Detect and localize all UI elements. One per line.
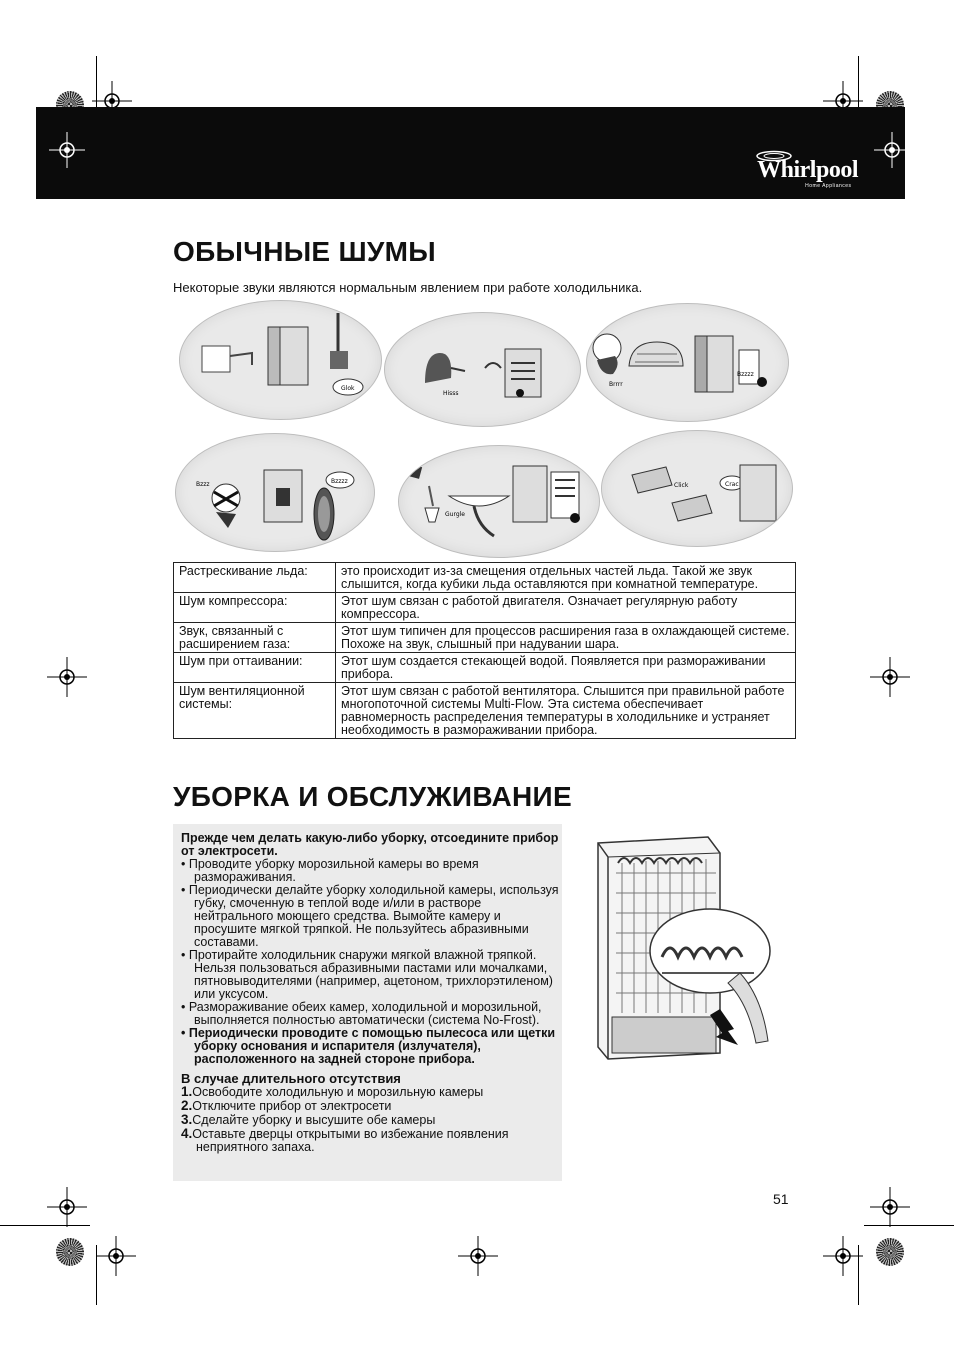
table-row <box>174 563 796 593</box>
noise-description: Этот шум типичен для процессов расширения газа в охлаждающей системе. Похоже на звук, слышный при надувании шара. <box>336 623 796 653</box>
sound-label: Gurgle <box>445 511 465 518</box>
illustration-compressor <box>586 303 789 422</box>
sound-label: Crac <box>725 481 739 488</box>
table-row <box>174 653 796 683</box>
table-row <box>174 593 796 623</box>
noise-name: Звук, связанный с расширением газа: <box>174 623 336 653</box>
noise-description: это происходит из-за смещения отдельных частей льда. Такой же звук слышится, когда кубики льда оставляются при комнатной температуре. <box>336 563 796 593</box>
logo-subtitle: Home Appliances <box>805 183 852 189</box>
step-number: 1. <box>181 1084 193 1099</box>
list-item: • Периодически делайте уборку холодильной камеры, используя губку, смоченную в теплой воде и/или в растворе нейтрального моющего средства. Вымойте камеру и просушите мягкой тряпкой. Не пользуйтесь абразивными составами. <box>181 884 561 949</box>
noise-name: Шум вентиляционной системы: <box>174 683 336 739</box>
registration-mark-icon <box>47 657 87 697</box>
noise-name: Шум компрессора: <box>174 593 336 623</box>
noise-name: Растрескивание льда: <box>174 563 336 593</box>
sound-label: Hisss <box>443 390 459 397</box>
noise-description: Этот шум связан с работой вентилятора. Слышится при правильной работе многопоточной системы Multi-Flow. Эта система обеспечивает равномерность распределения температуры в холодильнике и устраняет необходимость в размораживании прибора. <box>336 683 796 739</box>
list-item: • Проводите уборку морозильной камеры во время размораживания. <box>181 858 561 884</box>
sound-label: Bzzz <box>196 481 210 488</box>
table-row <box>174 683 796 739</box>
cleaning-list <box>181 858 561 1066</box>
step-number: 2. <box>181 1098 193 1113</box>
step-number: 3. <box>181 1112 193 1127</box>
page-number: 51 <box>773 1191 789 1207</box>
registration-mark-icon <box>870 657 910 697</box>
list-item <box>181 1099 561 1113</box>
registration-mark-icon <box>458 1236 498 1276</box>
list-item: • Размораживание обеих камер, холодильной и морозильной, выполняется полностью автоматически (система No-Frost). <box>181 1001 561 1027</box>
noise-description: Этот шум создается стекающей водой. Появляется при размораживании прибора. <box>336 653 796 683</box>
noise-name: Шум при оттаивании: <box>174 653 336 683</box>
list-item <box>181 1127 561 1154</box>
noise-intro-text: Некоторые звуки являются нормальным явлением при работе холодильника. <box>173 280 643 295</box>
list-item <box>181 1113 561 1127</box>
sound-label: Glok <box>341 385 355 392</box>
absence-title: В случае длительного отсутствия <box>181 1071 401 1086</box>
list-item <box>181 1085 561 1099</box>
sound-label: Bzzzz <box>737 371 754 378</box>
step-number: 4. <box>181 1126 193 1141</box>
list-item: • Периодически проводите с помощью пылесоса или щетки уборку основания и испарителя (излучателя), расположенного на задней стороне прибора. <box>181 1027 561 1066</box>
registration-star-icon <box>876 1238 904 1266</box>
step-text: Оставьте дверцы открытыми во избежание появления неприятного запаха. <box>192 1127 509 1154</box>
noise-section-title: ОБЫЧНЫЕ ШУМЫ <box>173 236 436 267</box>
logo-swoosh-icon <box>755 150 793 162</box>
sound-label: Click <box>674 482 689 489</box>
registration-mark-icon <box>870 1187 910 1227</box>
registration-star-icon <box>56 1238 84 1266</box>
fridge-back-illustration <box>578 833 778 1065</box>
noise-table <box>173 562 796 739</box>
registration-mark-icon <box>96 1236 136 1276</box>
cleaning-instructions <box>181 832 561 1154</box>
illustration-defrost-water <box>398 445 600 558</box>
logo-wordmark: Whirlpool <box>757 157 858 183</box>
illustration-fan <box>175 433 375 552</box>
whirlpool-logo <box>757 158 858 189</box>
registration-mark-icon <box>47 130 87 170</box>
registration-mark-icon <box>823 1236 863 1276</box>
noise-description: Этот шум связан с работой двигателя. Означает регулярную работу компрессора. <box>336 593 796 623</box>
table-row <box>174 623 796 653</box>
absence-steps <box>181 1085 561 1154</box>
step-text: Сделайте уборку и высушите обе камеры <box>192 1113 436 1127</box>
registration-mark-icon <box>47 1187 87 1227</box>
illustration-ice-click <box>601 430 793 547</box>
step-text: Освободите холодильную и морозильную камеры <box>192 1085 484 1099</box>
registration-mark-icon <box>872 130 912 170</box>
illustration-ice-cracking <box>179 300 382 420</box>
sound-label: Brrrr <box>609 381 623 388</box>
illustration-gas-expansion <box>384 312 581 427</box>
sound-label: Bzzzz <box>331 478 348 485</box>
list-item: • Протирайте холодильник снаружи мягкой влажной тряпкой. Нельзя пользоваться абразивными пастами или мочалками, пятновыводителями (например, ацетоном, трихлорэтиленом) или уксусом. <box>181 949 561 1001</box>
step-text: Отключите прибор от электросети <box>192 1099 392 1113</box>
cleaning-section-title: УБОРКА И ОБСЛУЖИВАНИЕ <box>173 781 572 812</box>
unplug-warning: Прежде чем делать какую-либо уборку, отсоедините прибор от электросети. <box>181 831 559 858</box>
